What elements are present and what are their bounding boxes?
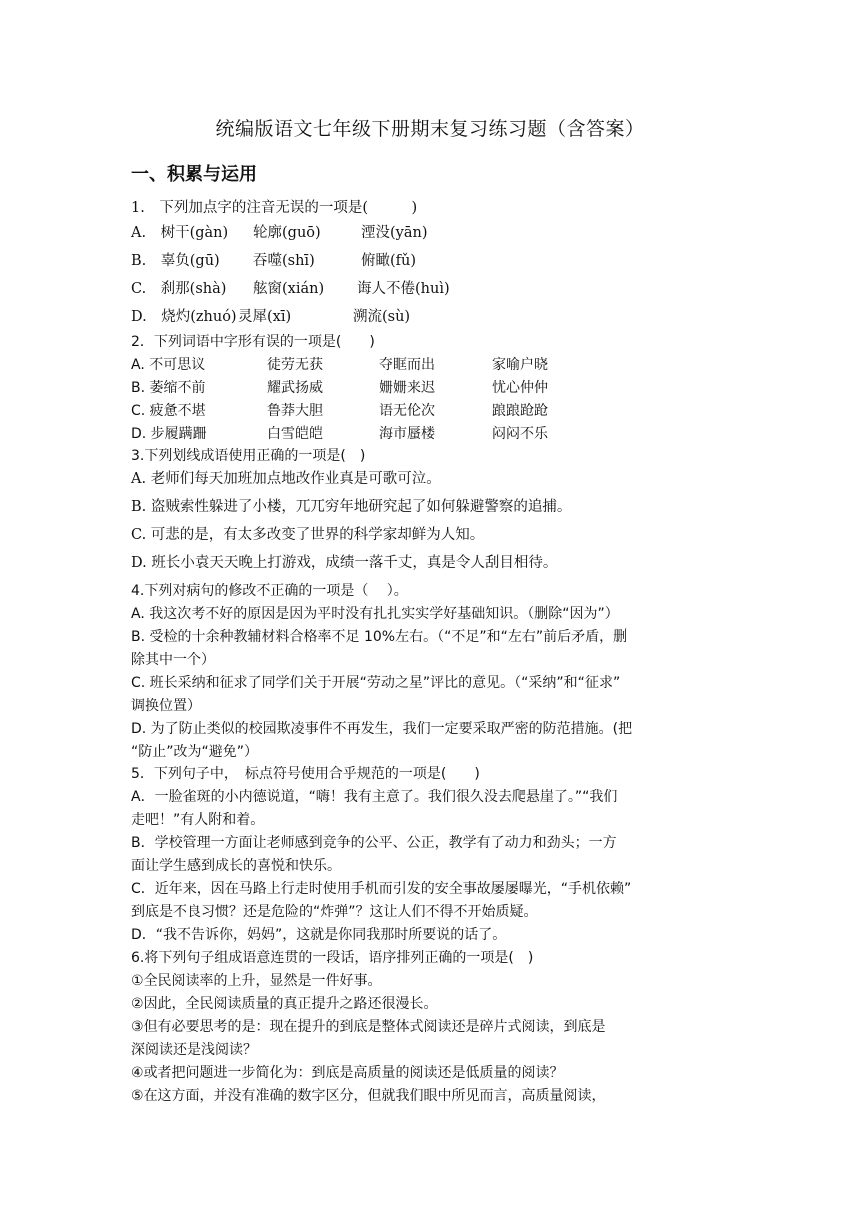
- question-4-stem: 4.下列对病句的修改不正确的一项是（ ）。: [131, 583, 408, 599]
- circled-number-5: ⑤: [131, 1088, 144, 1104]
- q5-option-c-line2: 到底是不良习惯？还是危险的“炸弹”？这让人们不得不开始质疑。: [131, 904, 538, 920]
- q2-c-3: 语无伦次: [379, 403, 435, 419]
- circled-number-4: ④: [131, 1065, 144, 1081]
- q4-option-b-line1: B. 受检的十余种教辅材料合格率不足 10%左右。（“不足”和“左右”前后矛盾，删: [131, 629, 628, 645]
- circled-number-2: ②: [131, 996, 144, 1012]
- q2-d-1: D. 步履蹒跚: [131, 426, 207, 442]
- q1-b-3: 俯瞰(fǔ): [361, 253, 417, 269]
- q1-a-3: 湮没(yān): [361, 225, 428, 241]
- q2-d-3: 海市蜃楼: [379, 426, 435, 442]
- q4-option-b-line2: 除其中一个）: [131, 652, 215, 668]
- q2-b-2: 耀武扬威: [267, 380, 323, 396]
- question-3-stem: 3.下列划线成语使用正确的一项是( ): [131, 448, 366, 464]
- q1-d-2: 灵犀(xī): [238, 309, 292, 325]
- q1-b-1: B. 辜负(gū): [131, 253, 220, 269]
- q6-sentence-5: [131, 1085, 606, 1105]
- question-6-stem: 6.将下列句子组成语意连贯的一段话，语序排列正确的一项是( ): [131, 950, 534, 966]
- q6-sentence-3-line2: 深阅读还是浅阅读？: [131, 1042, 257, 1058]
- q1-d-3: 溯流(sù): [353, 309, 411, 325]
- q3-option-a: A. 老师们每天加班加点地改作业真是可歌可泣。: [131, 471, 441, 487]
- q2-d-2: 白雪皑皑: [267, 426, 323, 442]
- q2-a-1: A. 不可思议: [131, 357, 206, 373]
- q6-s2-text: 因此，全民阅读质量的真正提升之路还很漫长。: [143, 996, 438, 1012]
- q1-b-2: 吞噬(shī): [253, 253, 315, 269]
- q4-option-d-line2: “防止”改为“避免”）: [131, 744, 259, 760]
- q1-c-2: 舷窗(xián): [253, 281, 325, 297]
- q1-a-2: 轮廓(guō): [253, 225, 321, 241]
- q2-a-2: 徒劳无获: [267, 357, 323, 373]
- q1-a-1: A. 树干(gàn): [131, 225, 229, 241]
- question-2-stem: 2．下列词语中字形有误的一项是( ): [131, 334, 375, 350]
- q3-option-d: D. 班长小袁天天晚上打游戏，成绩一落千丈，真是令人刮目相待。: [131, 555, 558, 571]
- q6-sentence-1: [131, 970, 382, 990]
- q4-option-d-line1: D. 为了防止类似的校园欺凌事件不再发生，我们一定要采取严密的防范措施。(把: [131, 721, 633, 737]
- q2-c-2: 鲁莽大胆: [267, 403, 323, 419]
- question-5-stem: 5．下列句子中， 标点符号使用合乎规范的一项是( ): [131, 766, 480, 782]
- question-1-stem: 1. 下列加点字的注音无误的一项是( ): [131, 200, 418, 216]
- q1-c-1: C. 刹那(shà): [131, 281, 227, 297]
- q2-c-1: C. 疲惫不堪: [131, 403, 206, 419]
- q2-a-4: 家喻户晓: [492, 357, 548, 373]
- q5-option-a-line2: 走吧！”有人附和着。: [131, 812, 265, 828]
- q3-option-b: B. 盗贼索性躲进了小楼，兀兀穷年地研究起了如何躲避警察的追捕。: [131, 499, 572, 515]
- q5-option-c-line1: C．近年来，因在马路上行走时使用手机而引发的安全事故屡屡曝光，“手机依赖”: [131, 881, 632, 897]
- q6-sentence-4: [131, 1062, 564, 1082]
- q5-option-d: D．“我不告诉你，妈妈”，这就是你同我那时所要说的话了。: [131, 927, 507, 943]
- q6-sentence-2: [131, 993, 438, 1013]
- q3-option-c: C. 可悲的是，有太多改变了世界的科学家却鲜为人知。: [131, 527, 485, 543]
- q2-c-4: 踉踉跄跄: [492, 403, 548, 419]
- q6-s1-text: 全民阅读率的上升，显然是一件好事。: [143, 973, 382, 989]
- q4-option-a: A. 我这次考不好的原因是因为平时没有扎扎实实学好基础知识。（删除“因为”）: [131, 606, 619, 622]
- q1-c-3: 诲人不倦(huì): [357, 281, 450, 297]
- q6-s4-text: 或者把问题进一步简化为：到底是高质量的阅读还是低质量的阅读？: [143, 1065, 564, 1081]
- q6-s3a-text: 但有必要思考的是：现在提升的到底是整体式阅读还是碎片式阅读，到底是: [143, 1019, 606, 1035]
- q2-b-3: 姗姗来迟: [379, 380, 435, 396]
- q2-b-1: B. 萎缩不前: [131, 380, 206, 396]
- page-title: 统编版语文七年级下册期末复习练习题（含答案）: [215, 118, 645, 140]
- q2-a-3: 夺眶而出: [379, 357, 435, 373]
- q5-option-b-line1: B．学校管理一方面让老师感到竞争的公平、公正，教学有了动力和劲头；一方: [131, 835, 617, 851]
- q6-s5-text: 在这方面，并没有准确的数字区分，但就我们眼中所见而言，高质量阅读，: [143, 1088, 606, 1104]
- q5-option-b-line2: 面让学生感到成长的喜悦和快乐。: [131, 858, 341, 874]
- q5-option-a-line1: A．一脸雀斑的小内德说道，“嗨！我有主意了。我们很久没去爬悬崖了。”“我们: [131, 789, 618, 805]
- q4-option-c-line2: 调换位置）: [131, 698, 201, 714]
- q2-d-4: 闷闷不乐: [492, 426, 548, 442]
- q4-option-c-line1: C. 班长采纳和征求了同学们关于开展“劳动之星”评比的意见。（“采纳”和“征求”: [131, 675, 621, 691]
- q2-b-4: 忧心仲仲: [492, 380, 548, 396]
- section-heading: 一、积累与运用: [131, 164, 257, 185]
- circled-number-3: ③: [131, 1019, 144, 1035]
- q6-sentence-3-line1: [131, 1016, 606, 1036]
- circled-number-1: ①: [131, 973, 144, 989]
- q1-d-1: D. 烧灼(zhuó): [131, 309, 237, 325]
